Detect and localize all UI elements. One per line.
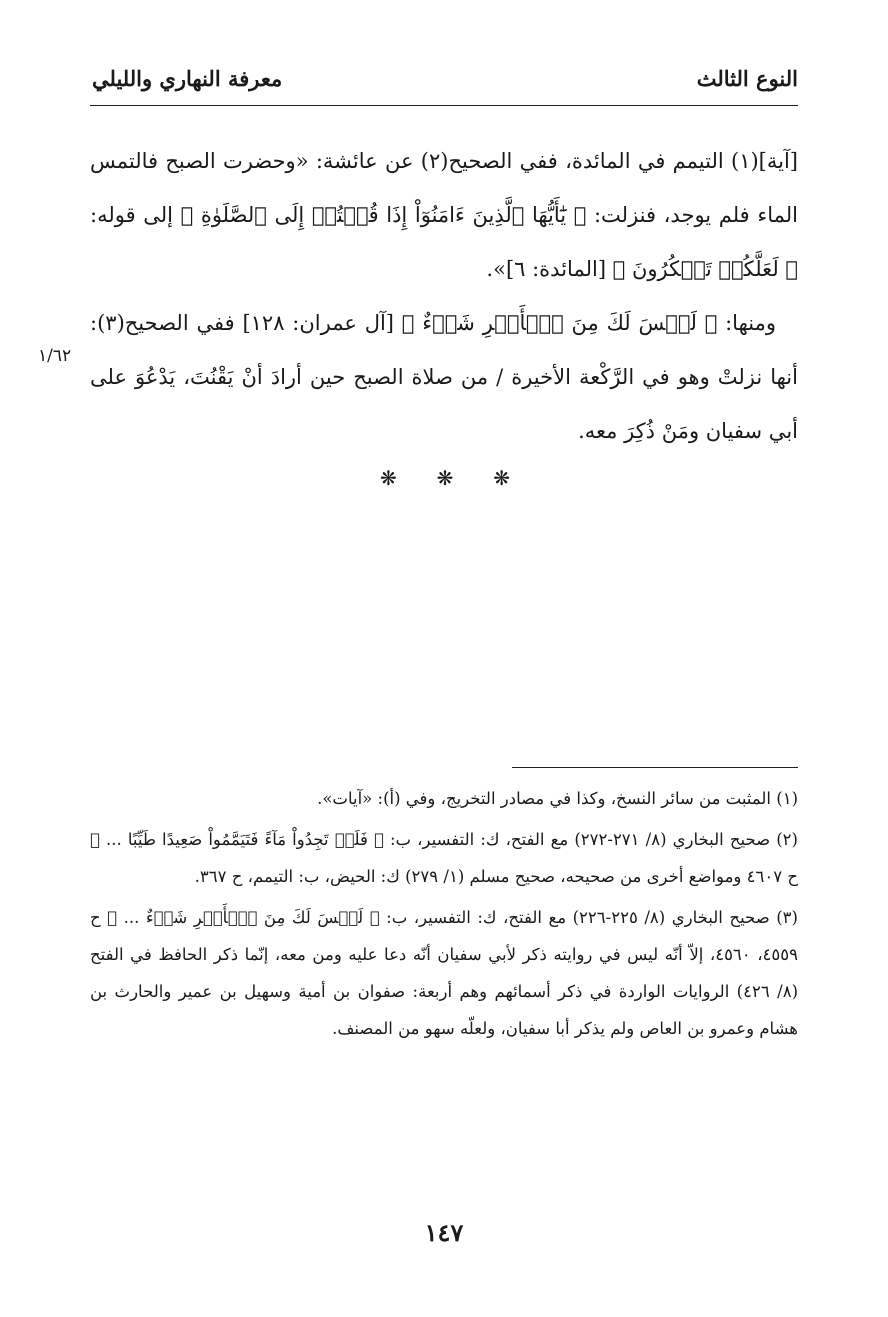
footnote-2: (٢) صحيح البخاري (٨/ ٢٧١-٢٧٢) مع الفتح، ك: التفسير، ب: ﴿ فَلَمۡ تَجِدُواْ مَآءً فَتَيَمَّمُواْ صَعِيدًا طَيِّبًا ... ﴾ ح ٤٦٠٧ ومواضع أخرى من صحيحه، صحيح مسلم (١/ ٢٧٩) ك: الحيض، ب: التيمم، ح ٣٦٧. xyxy=(90,830,798,886)
footnote-3: (٣) صحيح البخاري (٨/ ٢٢٥-٢٢٦) مع الفتح، ك: التفسير، ب: ﴿ لَيۡسَ لَكَ مِنَ ٱلۡأَمۡرِ شَيۡءٌ ... ﴾ ح ٤٥٥٩، ٤٥٦٠، إلاّ أنّه ليس في روايته ذكر لأبي سفيان أنّه دعا عليه ومن معه، إنّما ذكر الحافظ في الفتح (٨/ ٤٢٦) الروايات الواردة في ذكر أسمائهم وهم أربعة: صفوان بن أمية وسهيل بن عمير والحارث بن هشام وعمرو بن العاص ولم يذكر أبا سفيان، ولعلّه سهو من المصنف. xyxy=(90,908,798,1038)
section-separator xyxy=(380,466,510,490)
footnote-1: (١) المثبت من سائر النسخ، وكذا في مصادر التخريج، وفي (أ): «آيات». xyxy=(317,789,798,808)
footnotes xyxy=(90,780,798,1051)
chapter-heading: النوع الثالث xyxy=(696,66,798,91)
page-number: ١٤٧ xyxy=(424,1218,464,1247)
footnote-rule xyxy=(512,767,798,768)
folio-marker: ١/٦٢ xyxy=(38,346,72,366)
paragraph-tayammum-verse: [آية](١) التيمم في المائدة، ففي الصحيح(٢) عن عائشة: «وحضرت الصبح فالتمس الماء فلم يوجد، فنزلت: ﴿ يَٰٓأَيُّهَا ٱلَّذِينَ ءَامَنُوٓاْ إِذَا قُمۡتُمۡ إِلَى ٱلصَّلَوٰةِ ﴾ إلى قوله: ﴿ لَعَلَّكُمۡ تَشۡكُرُونَ ﴾ [المائدة: ٦]». xyxy=(90,149,798,281)
asterism-icon: ❋ xyxy=(436,466,454,490)
paragraph-laysa-laka-verse: ومنها: ﴿ لَيۡسَ لَكَ مِنَ ٱلۡأَمۡرِ شَيۡءٌ ﴾ [آل عمران: ١٢٨] ففي الصحيح(٣): أنها نزلتْ وهو في الرَّكْعة الأخيرة / من صلاة الصبح حين أرادَ أنْ يَقْنُتَ، يَدْعُوَ على أبي سفيان ومَنْ ذُكِرَ معه. xyxy=(90,311,798,443)
asterism-icon: ❋ xyxy=(493,466,510,490)
main-text xyxy=(90,134,798,458)
section-heading: معرفة النهاري والليلي xyxy=(92,66,283,91)
header-rule xyxy=(90,105,798,106)
asterism-icon: ❋ xyxy=(380,466,397,490)
